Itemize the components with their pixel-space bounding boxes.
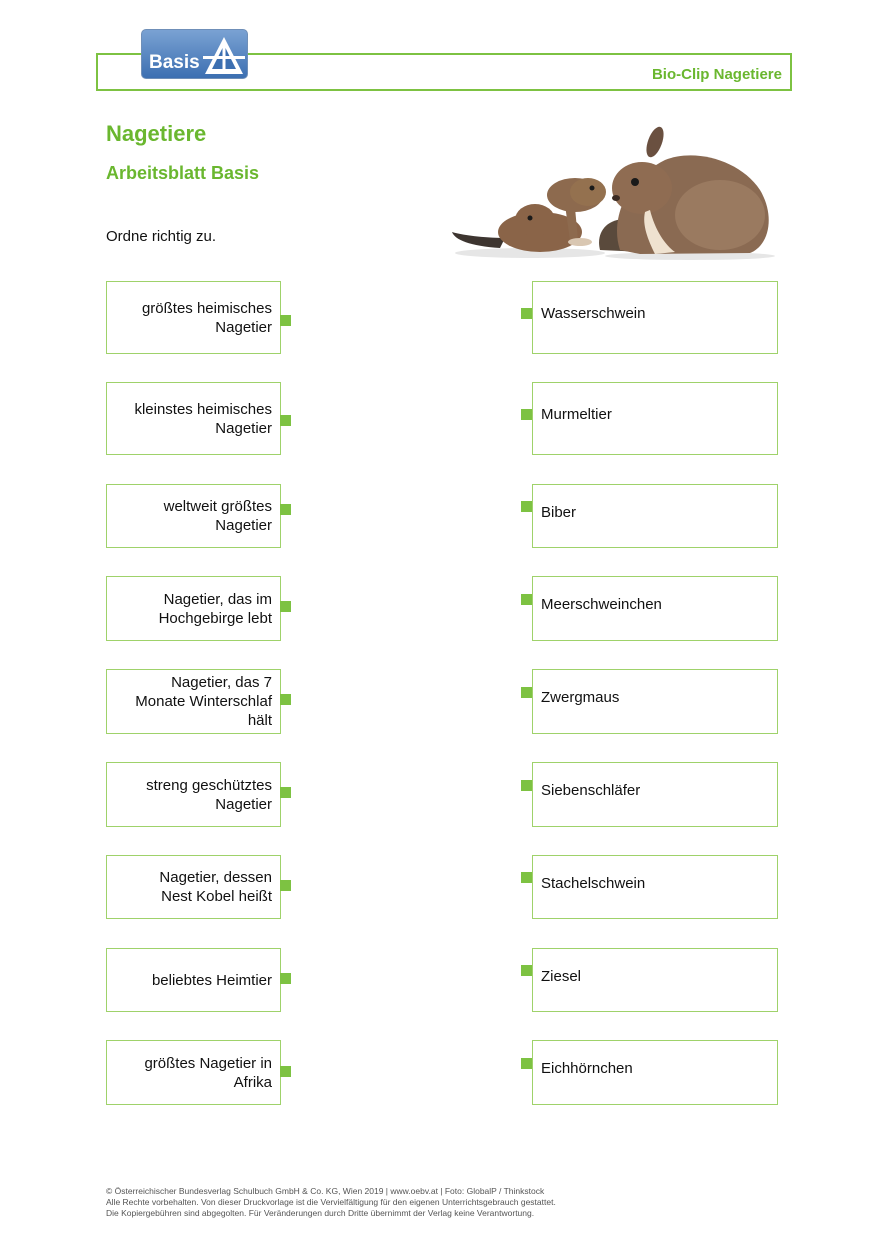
answer-text: Zwergmaus [541,689,620,706]
clue-box-5 [106,669,281,734]
clue-box-7 [106,855,281,919]
connector-dot-right-8[interactable] [521,965,532,976]
answer-text: Ziesel [541,967,582,985]
connector-dot-left-3[interactable] [280,504,291,515]
answer-text: Wasserschwein [541,305,646,322]
squirrels-photo [450,120,775,260]
clue-box-2 [106,382,281,455]
connector-dot-left-9[interactable] [280,1066,291,1077]
connector-dot-left-4[interactable] [280,601,291,612]
page-title: Nagetiere [106,121,207,146]
connector-dot-right-6[interactable] [521,780,532,791]
answer-box-7 [532,855,778,919]
footer-line-3: Die Kopiergebühren sind abgegolten. Für Veränderungen durch Dritte übernimmt der Verlag keine Verantwortung. [106,1208,535,1218]
connector-dot-right-1[interactable] [521,308,532,319]
connector-dot-left-8[interactable] [280,973,291,984]
answer-text: Murmeltier [541,406,612,423]
clue-text: kleinstes heimisches Nagetier [134,400,272,437]
connector-dot-right-3[interactable] [521,501,532,512]
clue-text: Nagetier, das 7 Monate Winterschlaf hält [135,674,272,729]
footer-copyright [106,1186,556,1219]
answer-box-4 [532,576,778,641]
clue-box-1 [106,281,281,354]
clue-box-3 [106,484,281,548]
clue-text: streng geschütztes Nagetier [146,776,272,813]
answer-box-3 [532,484,778,548]
connector-dot-left-5[interactable] [280,694,291,705]
clue-text: beliebtes Heimtier [151,971,272,989]
answer-text: Meerschweinchen [541,596,662,613]
clue-box-9 [106,1040,281,1105]
footer-line-2: Alle Rechte vorbehalten. Von dieser Druckvorlage ist die Vervielfältigung für den eigenen Unterrichtsgebrauch gestattet. [106,1197,556,1207]
connector-dot-right-2[interactable] [521,409,532,420]
clue-text: Nagetier, dessen Nest Kobel heißt [159,869,272,905]
clue-box-8 [106,948,281,1012]
basis-logo [141,29,248,79]
answer-box-1 [532,281,778,354]
clue-text: Nagetier, das im Hochgebirge lebt [158,590,272,627]
connector-dot-left-6[interactable] [280,787,291,798]
connector-dot-right-7[interactable] [521,872,532,883]
connector-dot-left-2[interactable] [280,415,291,426]
answer-text: Biber [541,503,577,521]
logo-text: Basis [149,52,200,73]
clue-box-6 [106,762,281,827]
header-title: Bio-Clip Nagetiere [651,66,782,83]
answer-box-8 [532,948,778,1012]
clue-text: größtes Nagetier in Afrika [144,1054,272,1091]
connector-dot-right-4[interactable] [521,594,532,605]
answer-box-2 [532,382,778,455]
clue-text: weltweit größtes Nagetier [163,498,272,534]
connector-dot-right-5[interactable] [521,687,532,698]
clue-box-4 [106,576,281,641]
clue-text: größtes heimisches Nagetier [141,299,272,336]
answer-box-9 [532,1040,778,1105]
connector-dot-left-7[interactable] [280,880,291,891]
answer-box-5 [532,669,778,734]
connector-dot-right-9[interactable] [521,1058,532,1069]
instruction-text: Ordne richtig zu. [106,228,217,245]
answer-text: Eichhörnchen [541,1060,633,1077]
answer-text: Stachelschwein [541,874,646,892]
answer-text: Siebenschläfer [541,782,641,799]
page-subtitle: Arbeitsblatt Basis [106,163,260,183]
footer-line-1: © Österreichischer Bundesverlag Schulbuch GmbH & Co. KG, Wien 2019 | www.oebv.at | Foto: GlobalP / Thinkstock [106,1186,545,1196]
answer-box-6 [532,762,778,827]
triangle-logo-icon [203,34,245,76]
connector-dot-left-1[interactable] [280,315,291,326]
